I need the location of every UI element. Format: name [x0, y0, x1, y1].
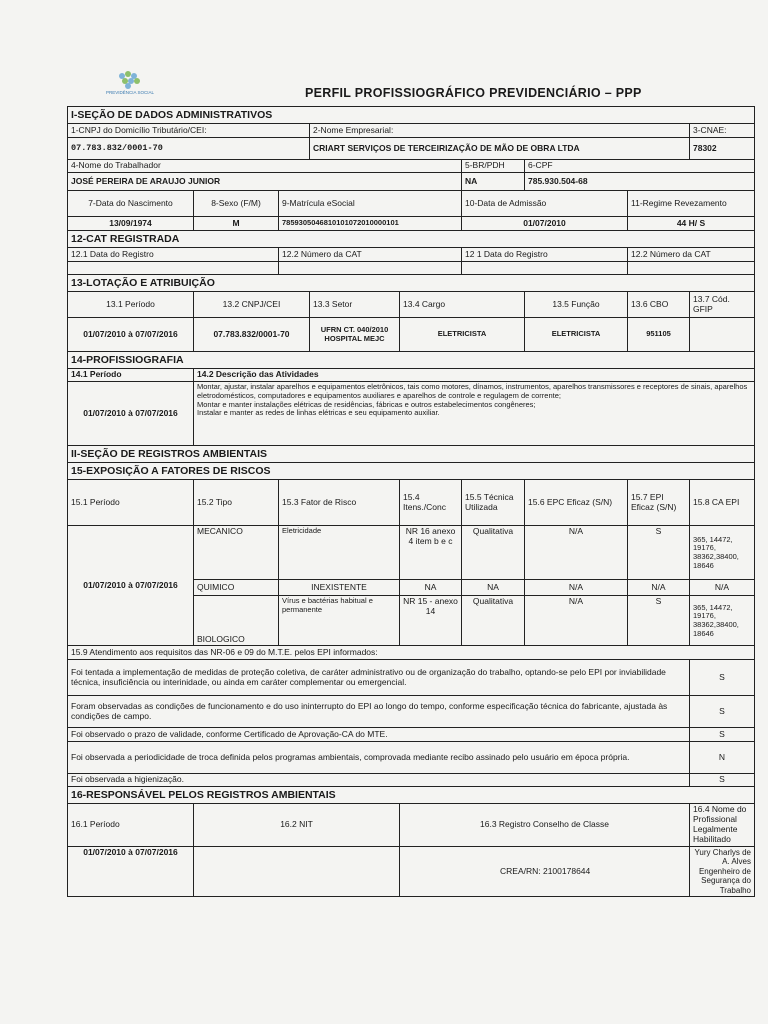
- exp-epi: S: [628, 596, 690, 646]
- br-label: 5-BR/PDH: [462, 160, 525, 173]
- epi-requisitos-title: 15.9 Atendimento aos requisitos das NR-06 e 09 do M.T.E. pelos EPI informados:: [68, 646, 755, 660]
- lot-funcao: ELETRICISTA: [525, 318, 628, 352]
- lot-cbo: 951105: [628, 318, 690, 352]
- prof-periodo: 01/07/2010 à 07/07/2016: [68, 382, 194, 446]
- exp-tecnica: Qualitativa: [462, 526, 525, 580]
- epi-requisito-value: N: [690, 742, 755, 774]
- cnae-label: 3-CNAE:: [690, 124, 755, 138]
- exp-itens: NR 15 - anexo 14: [400, 596, 462, 646]
- exp-epc: N/A: [525, 596, 628, 646]
- cpf-label: 6-CPF: [525, 160, 755, 173]
- exp-epi-header: 15.7 EPI Eficaz (S/N): [628, 480, 690, 526]
- lot-gfip: [690, 318, 755, 352]
- ppp-form: [67, 106, 754, 897]
- cat-num2-value: [628, 262, 755, 275]
- nascimento-value: 13/09/1974: [68, 217, 194, 231]
- lot-periodo-header: 13.1 Período: [68, 292, 194, 318]
- resp-nit: [194, 846, 400, 897]
- epi-requisito-text: Foi observado o prazo de validade, conforme Certificado de Aprovação-CA do MTE.: [68, 728, 690, 742]
- exp-ca: 365, 14472, 19176, 38362,38400, 18646: [690, 526, 755, 580]
- document-title: PERFIL PROFISSIOGRÁFICO PREVIDENCIÁRIO – PPP: [305, 86, 642, 100]
- exp-tipo: BIOLOGICO: [194, 596, 279, 646]
- empresa-value: CRIART SERVIÇOS DE TERCEIRIZAÇÃO DE MÃO DE OBRA LTDA: [310, 138, 690, 160]
- epi-requisito-text: Foi tentada a implementação de medidas de proteção coletiva, de caráter administrativo ou de organização do trabalho, optando-se pelo EPI por inviabilidade técnica, insuficiência ou interinidade, ou ainda em caráter complementar ou emergencial.: [68, 660, 690, 696]
- exp-itens: NA: [400, 580, 462, 596]
- sexo-label: 8-Sexo (F/M): [194, 191, 279, 217]
- lot-setor: UFRN CT. 040/2010 HOSPITAL MEJC: [310, 318, 400, 352]
- resp-registro: CREA/RN: 2100178644: [400, 846, 690, 897]
- exp-itens: NR 16 anexo 4 item b e c: [400, 526, 462, 580]
- empresa-label: 2-Nome Empresarial:: [310, 124, 690, 138]
- cpf-value: 785.930.504-68: [525, 173, 755, 191]
- epi-requisito-text: Foi observada a periodicidade de troca definida pelos programas ambientais, comprovada mediante recibo assinado pelo usuário em época própria.: [68, 742, 690, 774]
- prof-desc-3: Instalar e manter as redes de linhas elétricas e seu equipamento auxiliar.: [197, 408, 440, 418]
- exp-epc: N/A: [525, 526, 628, 580]
- epi-requisito-value: S: [690, 728, 755, 742]
- cat-num1-value: [279, 262, 462, 275]
- exp-tecnica-header: 15.5 Técnica Utilizada: [462, 480, 525, 526]
- lot-cnpj: 07.783.832/0001-70: [194, 318, 310, 352]
- exp-tecnica: Qualitativa: [462, 596, 525, 646]
- section-registros-ambientais: II-SEÇÃO DE REGISTROS AMBIENTAIS: [68, 446, 755, 463]
- regime-label: 11-Regime Revezamento: [628, 191, 755, 217]
- regime-value: 44 H/ S: [628, 217, 755, 231]
- lot-gfip-header: 13.7 Cód. GFIP: [690, 292, 755, 318]
- resp-periodo: 01/07/2010 à 07/07/2016: [68, 846, 194, 897]
- section-profissiografia: 14-PROFISSIOGRAFIA: [68, 352, 755, 369]
- br-value: NA: [462, 173, 525, 191]
- prof-desc-1: Montar, ajustar, instalar aparelhos e equipamentos eletrônicos, tais como motores, dínamos, instrumentos, aparelhos transmissores e receptores de sinais, aparelhos eletrodomésticos, computadores e equipamentos auxiliares e aparelhos de controle e regulagem de corrente;: [197, 382, 748, 400]
- cnae-value: 78302: [690, 138, 755, 160]
- exp-tipo: MECANICO: [194, 526, 279, 580]
- section-dados-administrativos: I-SEÇÃO DE DADOS ADMINISTRATIVOS: [68, 107, 755, 124]
- matricula-label: 9-Matrícula eSocial: [279, 191, 462, 217]
- resp-nit-header: 16.2 NIT: [194, 804, 400, 846]
- cat-data2-label: 12 1 Data do Registro: [462, 248, 628, 262]
- cat-data2-value: [462, 262, 628, 275]
- lot-periodo: 01/07/2010 à 07/07/2016: [68, 318, 194, 352]
- epi-requisito-value: S: [690, 696, 755, 728]
- exp-epc: N/A: [525, 580, 628, 596]
- lot-funcao-header: 13.5 Função: [525, 292, 628, 318]
- lot-cnpj-header: 13.2 CNPJ/CEI: [194, 292, 310, 318]
- exp-epi: N/A: [628, 580, 690, 596]
- exp-ca: 365, 14472, 19176, 38362,38400, 18646: [690, 596, 755, 646]
- epi-requisito-text: Foi observada a higienização.: [68, 774, 690, 787]
- section-exposicao: 15-EXPOSIÇÃO A FATORES DE RISCOS: [68, 463, 755, 480]
- epi-requisito-value: S: [690, 660, 755, 696]
- cat-num1-label: 12.2 Número da CAT: [279, 248, 462, 262]
- previdencia-logo: [100, 66, 160, 96]
- section-cat: 12-CAT REGISTRADA: [68, 231, 755, 248]
- prof-desc-header: 14.2 Descrição das Atividades: [194, 369, 755, 382]
- exp-itens-header: 15.4 Itens./Conc: [400, 480, 462, 526]
- lot-setor-header: 13.3 Setor: [310, 292, 400, 318]
- prof-desc: [194, 382, 755, 446]
- admissao-label: 10-Data de Admissão: [462, 191, 628, 217]
- prof-desc-2: Montar e manter instalações elétricas de residências, fábricas e outros estabelecimentos congêneres;: [197, 399, 536, 409]
- exp-fator: INEXISTENTE: [279, 580, 400, 596]
- exp-tecnica: NA: [462, 580, 525, 596]
- exp-fator-header: 15.3 Fator de Risco: [279, 480, 400, 526]
- lot-cargo-header: 13.4 Cargo: [400, 292, 525, 318]
- exp-fator: Eletricidade: [279, 526, 400, 580]
- prof-periodo-header: 14.1 Período: [68, 369, 194, 382]
- section-lotacao: 13-LOTAÇÃO E ATRIBUIÇÃO: [68, 275, 755, 292]
- resp-nome: Yury Charlys de A. Alves Engenheiro de Segurança do Trabalho: [690, 846, 755, 897]
- exp-fator: Vírus e bactérias habitual e permanente: [279, 596, 400, 646]
- matricula-value: 7859305046810101072010000101: [279, 217, 462, 231]
- lot-cbo-header: 13.6 CBO: [628, 292, 690, 318]
- sexo-value: M: [194, 217, 279, 231]
- section-responsavel: 16-RESPONSÁVEL PELOS REGISTROS AMBIENTAIS: [68, 787, 755, 804]
- exp-ca: N/A: [690, 580, 755, 596]
- exp-ca-header: 15.8 CA EPI: [690, 480, 755, 526]
- exp-periodo-header: 15.1 Período: [68, 480, 194, 526]
- lot-cargo: ELETRICISTA: [400, 318, 525, 352]
- nascimento-label: 7-Data do Nascimento: [68, 191, 194, 217]
- cat-num2-label: 12.2 Número da CAT: [628, 248, 755, 262]
- resp-nome-header: 16.4 Nome do Profissional Legalmente Habilitado: [690, 804, 755, 846]
- exp-tipo: QUIMICO: [194, 580, 279, 596]
- trabalhador-value: JOSÉ PEREIRA DE ARAUJO JUNIOR: [68, 173, 462, 191]
- exp-row-mecanico: [68, 526, 755, 580]
- exp-epi: S: [628, 526, 690, 580]
- cnpj-value: 07.783.832/0001-70: [68, 138, 310, 160]
- epi-requisito-text: Foram observadas as condições de funcionamento e do uso ininterrupto do EPI ao longo do tempo, conforme especificação técnica do fabricante, ajustada às condições de campo.: [68, 696, 690, 728]
- trabalhador-label: 4-Nome do Trabalhador: [68, 160, 462, 173]
- cat-data1-value: [68, 262, 279, 275]
- resp-registro-header: 16.3 Registro Conselho de Classe: [400, 804, 690, 846]
- svg-text:PREVIDÊNCIA SOCIAL: PREVIDÊNCIA SOCIAL: [105, 90, 155, 95]
- cat-data1-label: 12.1 Data do Registro: [68, 248, 279, 262]
- exp-epc-header: 15.6 EPC Eficaz (S/N): [525, 480, 628, 526]
- exp-tipo-header: 15.2 Tipo: [194, 480, 279, 526]
- epi-requisito-value: S: [690, 774, 755, 787]
- resp-periodo-header: 16.1 Período: [68, 804, 194, 846]
- cnpj-label: 1-CNPJ do Domicílio Tributário/CEI:: [68, 124, 310, 138]
- admissao-value: 01/07/2010: [462, 217, 628, 231]
- exp-periodo: 01/07/2010 à 07/07/2016: [68, 526, 194, 646]
